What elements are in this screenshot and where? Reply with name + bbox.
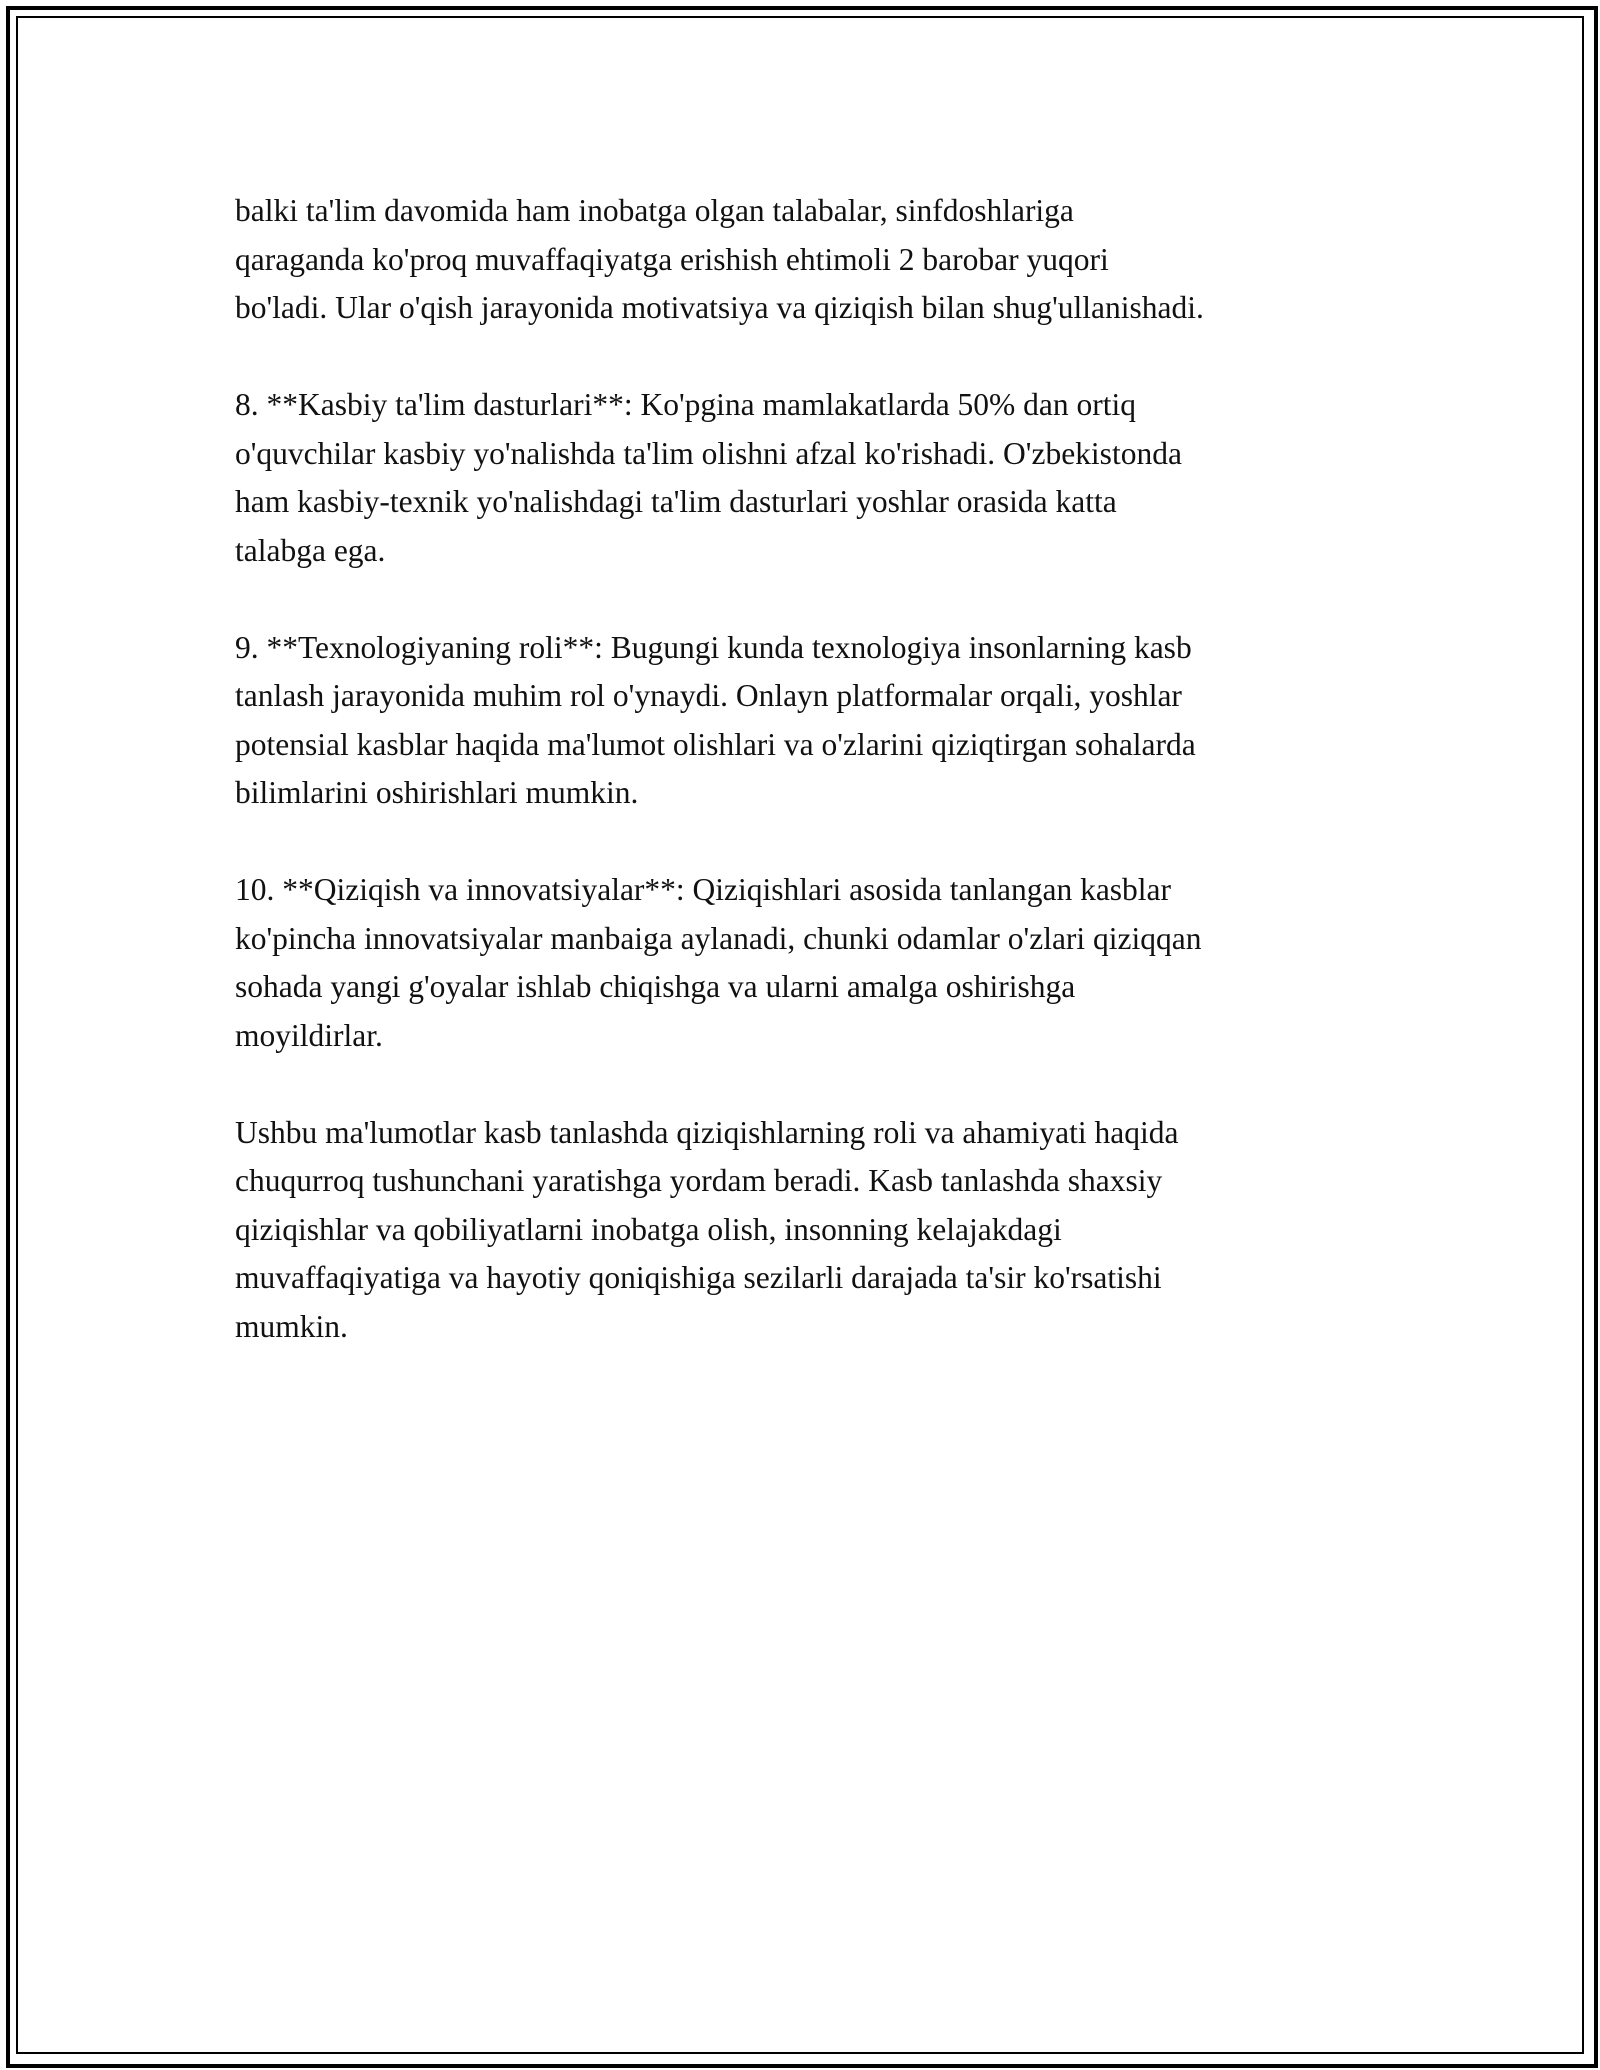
paragraph-conclusion: Ushbu ma'lumotlar kasb tanlashda qiziqishlarning roli va ahamiyati haqida chuqurroq tushunchani yaratishga yordam beradi. Kasb tanlashda shaxsiy qiziqishlar va qobiliyatlarni inobatga olish, insonning kelajakdagi muvaffaqiyatiga va hayotiy qoniqishiga sezilarli darajada ta'sir ko'rsatishi mumkin. bbox=[235, 1114, 1179, 1344]
paragraph-kasbiy-talim: 8. **Kasbiy ta'lim dasturlari**: Ko'pgina mamlakatlarda 50% dan ortiq o'quvchilar kasbiy yo'nalishda ta'lim olishni afzal ko'rishadi. O'zbekistonda ham kasbiy-texnik yo'nalishdagi ta'lim dasturlari yoshlar orasida katta talabga ega. bbox=[235, 387, 1182, 568]
paragraph-continuation: balki ta'lim davomida ham inobatga olgan talabalar, sinfdoshlariga qaraganda ko'proq muvaffaqiyatga erishish ehtimoli 2 barobar yuqori bo'ladi. Ular o'qish jarayonida motivatsiya va qiziqish bilan shug'ullanishadi. bbox=[235, 193, 1204, 325]
paragraph-texnologiya: 9. **Texnologiyaning roli**: Bugungi kunda texnologiya insonlarning kasb tanlash jarayonida muhim rol o'ynaydi. Onlayn platformalar orqali, yoshlar potensial kasblar haqida ma'lumot olishlari va o'zlarini qiziqtirgan sohalarda bilimlarini oshirishlari mumkin. bbox=[235, 629, 1196, 810]
paragraph-qiziqish-innovatsiya: 10. **Qiziqish va innovatsiyalar**: Qiziqishlari asosida tanlangan kasblar ko'pincha innovatsiyalar manbaiga aylanadi, chunki odamlar o'zlari qiziqqan sohada yangi g'oyalar ishlab chiqishga va ularni amalga oshirishga moyildirlar. bbox=[235, 872, 1202, 1053]
document-body bbox=[235, 187, 1395, 1400]
